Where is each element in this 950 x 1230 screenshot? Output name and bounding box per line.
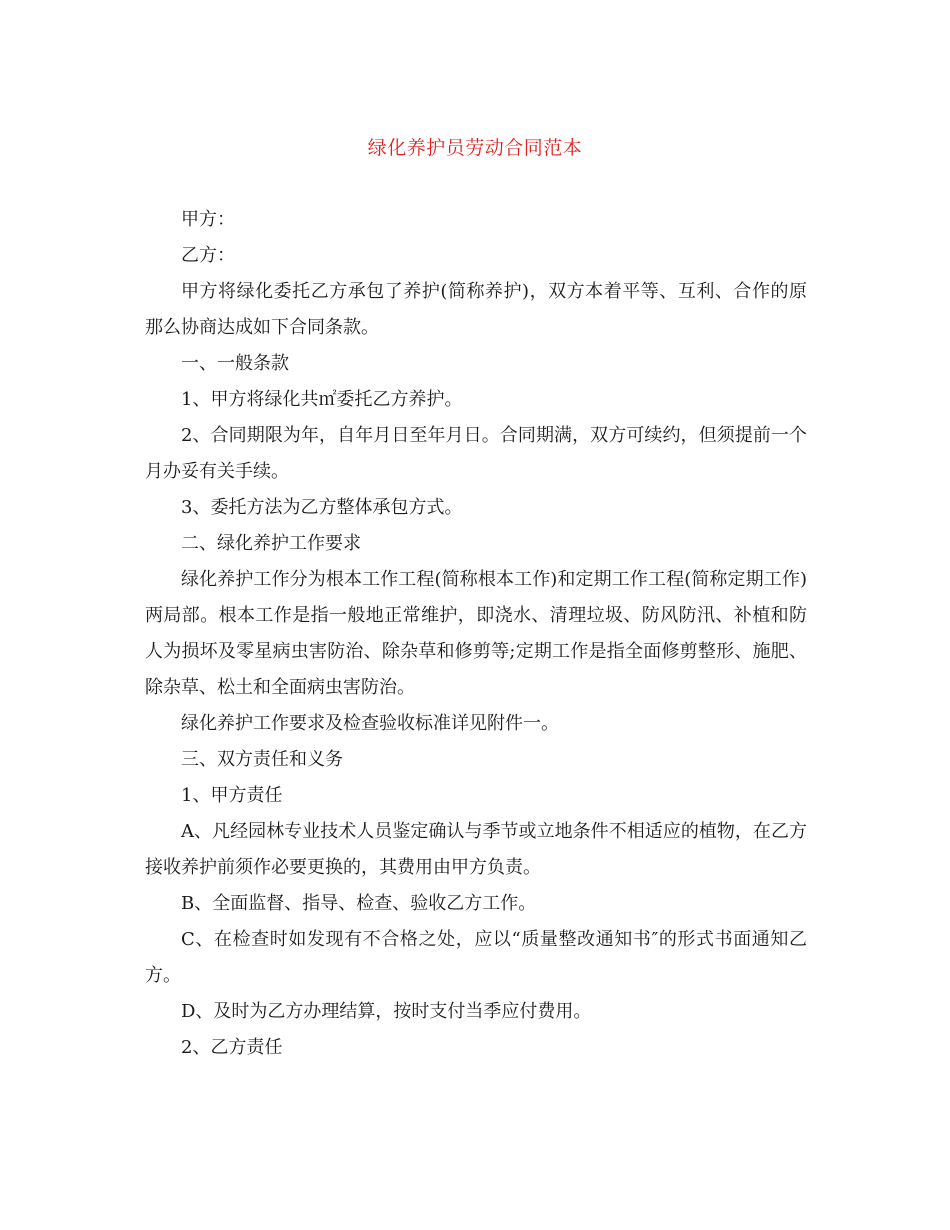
clause-1-3: 3、委托方法为乙方整体承包方式。 [181, 497, 463, 518]
subsection-party-b-duties: 2、乙方责任 [181, 1037, 283, 1058]
section-heading-requirements: 二、绿化养护工作要求 [181, 533, 361, 554]
paragraph-attachment-ref: 绿化养护工作要求及检查验收标准详见附件一。 [181, 713, 559, 734]
clause-1-2: 2、合同期限为年，自年月日至年月日。合同期满，双方可续约，但须提前一个月办妥有关手续。 [145, 425, 807, 482]
paragraph-party-a: 甲方： [181, 209, 235, 230]
paragraph-work-scope: 绿化养护工作分为根本工作工程(简称根本工作)和定期工作工程(简称定期工作)两局部。根本工作是指一般地正常维护，即浇水、清理垃圾、防风防汛、补植和防人为损坏及零星病虫害防治、除杂草和修剪等;定期工作是指全面修剪整形、施肥、除杂草、松土和全面病虫害防治。 [145, 569, 807, 698]
section-heading-responsibilities: 三、双方责任和义务 [181, 749, 343, 770]
subsection-party-a-duties: 1、甲方责任 [181, 785, 283, 806]
section-heading-general: 一、一般条款 [181, 353, 289, 374]
paragraph-party-b: 乙方： [181, 245, 235, 266]
document-body [145, 202, 807, 1066]
paragraph-intro: 甲方将绿化委托乙方承包了养护(简称养护)，双方本着平等、互利、合作的原那么协商达成如下合同条款。 [145, 281, 807, 338]
clause-a-duty-a: A、凡经园林专业技术人员鉴定确认与季节或立地条件不相适应的植物，在乙方接收养护前须作必要更换的，其费用由甲方负责。 [145, 821, 807, 878]
clause-a-duty-c: C、在检查时如发现有不合格之处，应以“质量整改通知书″的形式书面通知乙方。 [145, 929, 807, 986]
clause-a-duty-b: B、全面监督、指导、检查、验收乙方工作。 [181, 893, 537, 914]
document-title: 绿化养护员劳动合同范本 [367, 137, 583, 159]
clause-a-duty-d: D、及时为乙方办理结算，按时支付当季应付费用。 [181, 1001, 592, 1022]
clause-1-1: 1、甲方将绿化共㎡委托乙方养护。 [181, 389, 463, 410]
